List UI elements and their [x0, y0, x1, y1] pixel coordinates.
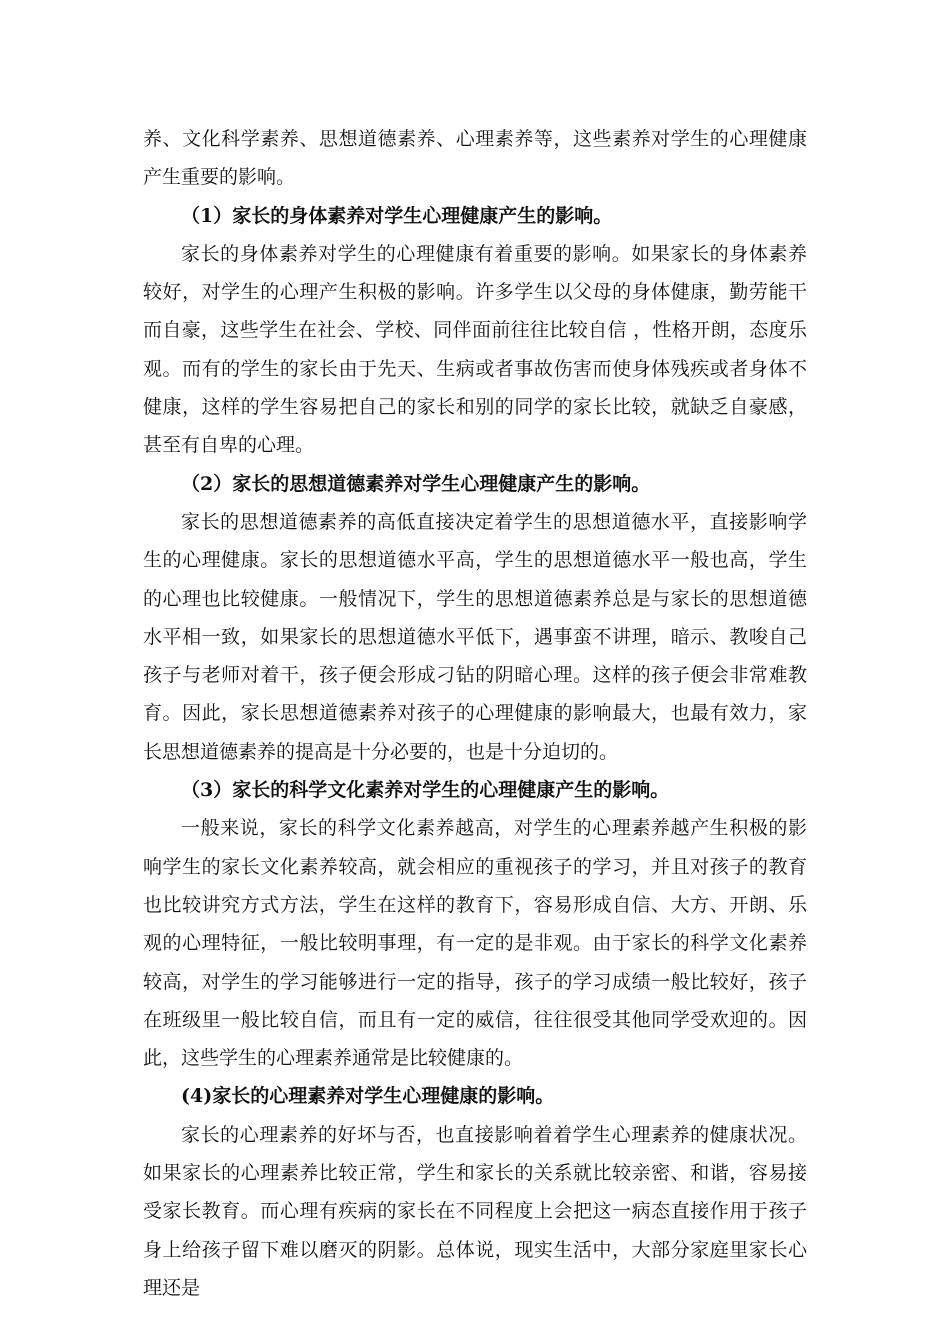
section-heading-2: （2）家长的思想道德素养对学生心理健康产生的影响。	[181, 472, 651, 495]
section-heading-4: (4)家长的心理素养对学生心理健康的影响。	[181, 1085, 555, 1108]
section-heading-3: （3）家长的科学文化素养对学生的心理健康产生的影响。	[181, 779, 670, 802]
section-body-3: 一般来说，家长的科学文化素养越高，对学生的心理素养越产生积极的影响学生的家长文化素养较高，就会相应的重视孩子的学习，并且对孩子的教育也比较讲究方式方法，学生在这样的教育下，容易形成自信、大方、开朗、乐观的心理特征，一般比较明事理，有一定的是非观。由于家长的科学文化素养较高，对学生的学习能够进行一定的指导，孩子的学习成绩一般比较好，孩子在班级里一般比较自信，而且有一定的威信，往往很受其他同学受欢迎的。因此，这些学生的心理素养通常是比较健康的。	[143, 817, 807, 1070]
section-body-2: 家长的思想道德素养的高低直接决定着学生的思想道德水平，直接影响学生的心理健康。家长的思想道德水平高，学生的思想道德水平一般也高，学生的心理也比较健康。一般情况下，学生的思想道德素养总是与家长的思想道德水平相一致，如果家长的思想道德水平低下，遇事蛮不讲理，暗示、教唆自己孩子与老师对着干，孩子便会形成刁钻的阴暗心理。这样的孩子便会非常难教育。因此，家长思想道德素养对孩子的心理健康的影响最大，也最有效力，家长思想道德素养的提高是十分必要的，也是十分迫切的。	[143, 510, 807, 763]
section-heading-1: （1）家长的身体素养对学生心理健康产生的影响。	[181, 204, 613, 227]
document-page	[143, 120, 807, 1307]
section-body-1: 家长的身体素养对学生的心理健康有着重要的影响。如果家长的身体素养较好，对学生的心理产生积极的影响。许多学生以父母的身体健康，勤劳能干而自豪，这些学生在社会、学校、同伴面前往往比较自信 ，性格开朗，态度乐观。而有的学生的家长由于先天、生病或者事故伤害而使身体残疾或者身体不健康，这样的学生容易把自己的家长和别的同学的家长比较，就缺乏自豪感，甚至有自卑的心理。	[143, 242, 807, 457]
intro-continuation: 养、文化科学素养、思想道德素养、心理素养等，这些素养对学生的心理健康产生重要的影响。	[143, 128, 807, 189]
section-body-4: 家长的心理素养的好坏与否，也直接影响着着学生心理素养的健康状况。如果家长的心理素养比较正常，学生和家长的关系就比较亲密、和谐，容易接受家长教育。而心理有疾病的家长在不同程度上会把这一病态直接作用于孩子身上给孩子留下难以磨灭的阴影。总体说，现实生活中，大部分家庭里家长心理还是	[143, 1123, 807, 1299]
